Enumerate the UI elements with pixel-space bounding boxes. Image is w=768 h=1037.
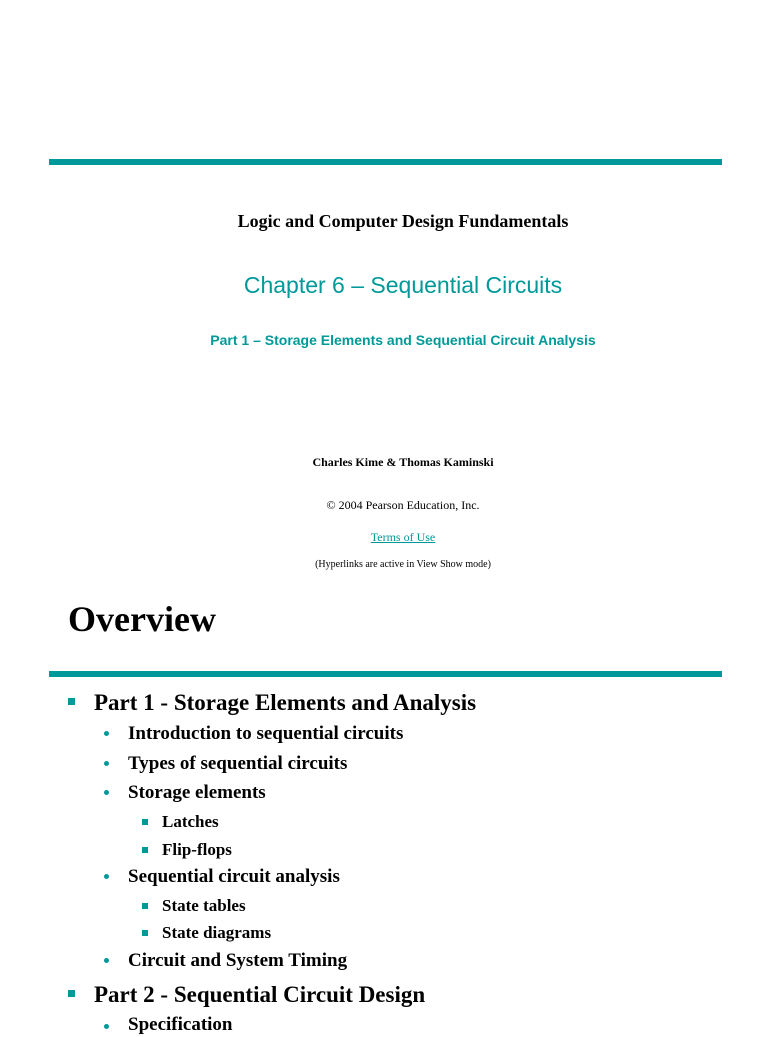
round-bullet-icon — [104, 1024, 109, 1029]
copyright: © 2004 Pearson Education, Inc. — [326, 498, 480, 512]
outline-item: State diagrams — [162, 923, 272, 942]
outline-item: Introduction to sequential circuits — [128, 723, 404, 744]
outline-item: State tables — [162, 896, 246, 915]
authors: Charles Kime & Thomas Kaminski — [312, 455, 494, 469]
outline-item: Sequential circuit analysis — [128, 866, 340, 887]
outline-item: Storage elements — [128, 782, 266, 803]
round-bullet-icon — [104, 958, 109, 963]
square-bullet-icon — [142, 930, 148, 936]
overview-title: Overview — [68, 599, 216, 639]
outline-item: Specification — [128, 1014, 233, 1035]
terms-of-use-link[interactable]: Terms of Use — [370, 530, 436, 544]
square-bullet-icon — [68, 990, 75, 997]
square-bullet-icon — [142, 847, 148, 853]
outline-item: Circuit and System Timing — [128, 950, 348, 971]
course-title: Logic and Computer Design Fundamentals — [237, 211, 569, 231]
chapter-title: Chapter 6 – Sequential Circuits — [243, 272, 563, 298]
title-divider — [49, 159, 722, 165]
outline-item: Types of sequential circuits — [128, 753, 348, 774]
hyperlink-note: (Hyperlinks are active in View Show mode) — [315, 559, 491, 570]
part-title: Part 1 – Storage Elements and Sequential Circuit Analysis — [210, 332, 596, 348]
overview-divider — [49, 671, 722, 677]
outline-item: Part 1 - Storage Elements and Analysis — [94, 690, 477, 715]
terms-of-use — [19, 530, 768, 545]
outline-item: Part 2 - Sequential Circuit Design — [94, 982, 426, 1007]
outline-item: Flip-flops — [162, 840, 232, 859]
round-bullet-icon — [104, 761, 109, 766]
round-bullet-icon — [104, 790, 109, 795]
square-bullet-icon — [68, 698, 75, 705]
square-bullet-icon — [142, 819, 148, 825]
round-bullet-icon — [104, 874, 109, 879]
round-bullet-icon — [104, 731, 109, 736]
square-bullet-icon — [142, 903, 148, 909]
outline-item: Latches — [162, 812, 219, 831]
